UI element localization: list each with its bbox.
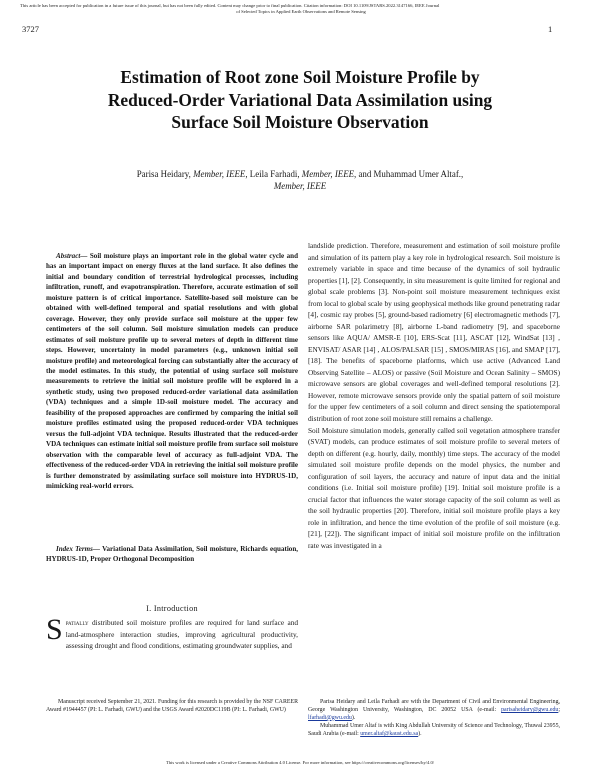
index-terms-text: — Variational Data Assimilation, Soil moisture, Richards equation, HYDRUS-1D, Proper Orthogonal Decomposition bbox=[46, 545, 298, 564]
paper-title: Estimation of Root zone Soil Moisture Profile by Reduced-Order Variational Data Assimilation using Surface Soil Moisture Observation bbox=[107, 67, 493, 132]
introduction-text bbox=[46, 613, 298, 652]
section-heading-introduction: I. Introduction bbox=[146, 604, 198, 613]
email-link-farhadi[interactable]: lfarhadi@gwu.edu bbox=[308, 714, 352, 721]
index-terms bbox=[46, 544, 298, 565]
author-3-role: Member, IEEE bbox=[273, 181, 327, 191]
right-paragraph-1: landslide prediction. Therefore, measurement and estimation of soil moisture profile and simulation of its pattern play a key role in hydrological research. Soil moisture is extremely variable in space and time because of the dynamics of soil hydraulic properties [1], [2]. Consequently, in situ measurement is quite limited for regional and global scale problems [3]. Non-point soil moisture measurement techniques exist from local to global scale by using geophysical methods like ground penetrating radar [4], cosmic ray probes [5], ground-based radiometry [6] electromagnetic methods [7], airborne SAR polarimetry [8], airborne L-band radiometry [9], and spaceborne sensors like AQUA/ AMSR-E [10], ERS-Scat [11], ASCAT [12], WindSat [13] , ENVISAT/ ASAR [14] , ALOS/PALSAR [15] , SMOS/MIRAS [16], and SMAP [17], [18]. The benefits of spaceborne platforms, which use active (Advanced Land Observing Satellite – ALOS) or passive (Soil Moisture and Ocean Salinity – SMOS) microwave sensors are global coverages and well-defined temporal resolutions [2]. However, remote microwave sensors provide only the spatial pattern of soil moisture for the upper few centimeters of a soil column and direct sensing the spatiotemporal distribution of root zone soil moisture still remains a challenge. bbox=[308, 241, 560, 423]
right-column bbox=[308, 240, 560, 551]
journal-number: 3727 bbox=[22, 24, 39, 34]
abstract bbox=[46, 251, 298, 491]
affiliation-1-separator: ; bbox=[558, 706, 560, 713]
publication-banner bbox=[20, 3, 582, 15]
affiliation-1-text: Parisa Heidary and Leila Farhadi are with the Department of Civil and Environmental Engineering, George Washington University, Washington, DC 20052 USA (e-mail: bbox=[308, 699, 560, 713]
banner-line-2: of Selected Topics in Applied Earth Observations and Remote Sensing bbox=[236, 9, 366, 15]
page-number: 1 bbox=[548, 24, 553, 34]
affiliation-1-end: ). bbox=[351, 714, 356, 721]
email-link-altaf[interactable]: umer.altaf@kaust.edu.sa bbox=[360, 731, 419, 738]
abstract-text: — Soil moisture plays an important role in the global water cycle and has an important impact on energy fluxes at the land surface. It also defines the initial and boundary condition of terrestrial hydrological processes, including infiltration, runoff, and evapotranspiration. Therefore, accurate estimation of soil moisture pattern is of critical importance. Satellite-based soil moisture can be obtained with well-defined temporal and spatial resolutions and with global coverage. However, they only provide surface soil moisture at the upper few centimeters of the soil column. Soil moisture simulation models can produce estimates of soil moisture profile up to several meters of depth in different time steps. However, uncertainty in model parameters (e.g., unknown initial soil moisture profile) and meteorological forcing can substantially alter the accuracy of the model estimates. In this study, the potential of using surface soil moisture measurements to retrieve the initial soil moisture profile will be explored in a synthetic study, using two proposed reduced-order variational data assimilation (VDA) techniques and a simple 1D-soil moisture model. The accuracy and feasibility of the proposed approaches are confirmed by comparing the initial soil moisture profiles estimated using the proposed reduced-order VDA techniques versus the full-adjoint VDA technique. Results illustrated that the reduced-order VDA techniques can estimate initial soil moisture profile from surface soil moisture observation with the comparable level of accuracy as full-adjoint VDA. The effectiveness of the reduced-order VDA in retrieving the initial soil moisture profile is further demonstrated by assimilating surface soil moisture into HYDRUS-1D, mimicking real-world errors. bbox=[46, 252, 298, 490]
license-footer: This work is licensed under a Creative Commons Attribution 4.0 License. For more information, see https://creativecommons.org/licenses/by/4.0/ bbox=[165, 760, 435, 765]
index-terms-label: Index Terms bbox=[56, 545, 93, 553]
right-paragraph-2: Soil Moisture simulation models, generally called soil vegetation atmosphere transfer (SVAT) models, can produce estimates of soil moisture profile to several meters of depth on different (e.g. hourly, daily, monthly) time steps. The accuracy of the model simulated soil moisture profile depends on the model physics, the number and configuration of soil layers, the accuracy and nature of input data and the initial conditions (i.e. Initial soil moisture profile) [19]. Initial soil moisture profile is a crucial factor that influences the water storage capacity of the soil column as well as the soil hydraulic properties [20]. Therefore, initial soil moisture profile plays a key role in infiltration, and hence the time evolution of the profile of soil moisture (e.g. [21], [22]). The significant impact of initial soil moisture profile on the infiltration rate was investigated in a bbox=[308, 425, 560, 550]
author-1: Parisa Heidary, bbox=[136, 169, 194, 179]
affiliation-2-end: ). bbox=[418, 731, 422, 738]
banner-line-1: This article has been accepted for publication in a future issue of this journal, but has not been fully edited. Content may change prior to final publication. Citation information: DOI 10.1109/JSTARS.2022.3147166, IEEE Journal bbox=[20, 3, 440, 8]
abstract-label: Abstract bbox=[56, 252, 81, 260]
footnote-affiliations bbox=[308, 699, 560, 740]
author-2: , Leila Farhadi, bbox=[245, 169, 302, 179]
affiliation-2-text: Muhammad Umer Altaf is with King Abdullah University of Science and Technology, Thuwal 23955, Saudi Arabia (e-mail: bbox=[308, 723, 560, 738]
author-list bbox=[70, 168, 530, 192]
author-1-role: Member, IEEE bbox=[193, 169, 246, 179]
intro-first-word: patially bbox=[65, 618, 89, 627]
footnote-funding bbox=[46, 699, 298, 715]
drop-cap: S bbox=[46, 613, 63, 646]
footnote-funding-text: Manuscript received September 21, 2021. Funding for this research is provided by the NSF CAREER Award #1944457 (PI: L. Farhadi, GWU) and the USGS Award #2020DC119B (PI: L. Farhadi, GWU) bbox=[46, 699, 298, 713]
affiliation-1 bbox=[308, 699, 560, 722]
intro-body-text: distributed soil moisture profiles are required for land surface and land-atmosphere interaction studies, improving agricultural productivity, assessing drought and flood conditions, estimating groundwater supplies, and bbox=[65, 618, 298, 650]
affiliation-2 bbox=[308, 723, 560, 739]
author-2-role: Member, IEEE bbox=[301, 169, 355, 179]
email-link-heidary[interactable]: parisaheidary@gwu.edu bbox=[501, 706, 559, 713]
author-3: , and Muhammad Umer Altaf., bbox=[354, 169, 464, 179]
